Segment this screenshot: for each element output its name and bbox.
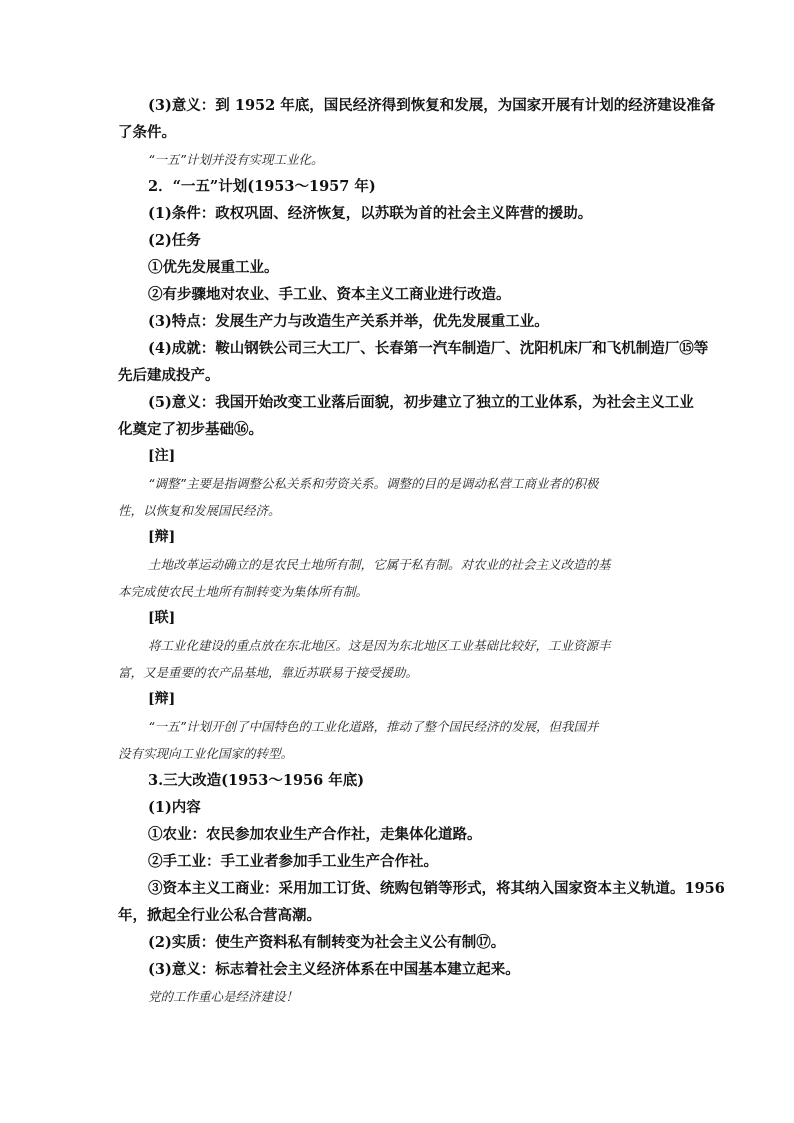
note-line: 土地改革运动确立的是农民土地所有制，它属于私有制。对农业的社会主义改造的基 bbox=[148, 557, 611, 572]
note-tag: [注] bbox=[148, 448, 176, 464]
text-line: (4)成就：鞍山钢铁公司三大工厂、长春第一汽车制造厂、沈阳机床厂和飞机制造厂⑮等 bbox=[148, 340, 709, 357]
note-line: 本完成使农民土地所有制转变为集体所有制。 bbox=[118, 584, 369, 599]
text-line: (1)条件：政权巩固、经济恢复，以苏联为首的社会主义阵营的援助。 bbox=[148, 205, 593, 222]
text-line: 先后建成投产。 bbox=[118, 367, 220, 384]
handwritten-note: 党的工作重心是经济建设！ bbox=[148, 989, 299, 1004]
text-line: 了条件。 bbox=[118, 124, 176, 141]
note-line: 性，以恢复和发展国民经济。 bbox=[118, 503, 281, 518]
text-line: (3)特点：发展生产力与改造生产关系并举，优先发展重工业。 bbox=[148, 313, 549, 330]
text-line: 2．“一五”计划(1953～1957 年) bbox=[148, 178, 376, 195]
note-line: 将工业化建设的重点放在东北地区。这是因为东北地区工业基础比较好，工业资源丰 bbox=[148, 638, 611, 653]
text-line: 化奠定了初步基础⑯。 bbox=[118, 421, 263, 438]
text-line: ①优先发展重工业。 bbox=[148, 259, 279, 276]
text-line: 3.三大改造(1953～1956 年底) bbox=[148, 772, 365, 789]
text-line: (3)意义：标志着社会主义经济体系在中国基本建立起来。 bbox=[148, 961, 520, 978]
text-line: (1)内容 bbox=[148, 799, 201, 816]
text-line: ②手工业：手工业者参加手工业生产合作社。 bbox=[148, 853, 438, 870]
text-line: (2)实质：使生产资料私有制转变为社会主义公有制⑰。 bbox=[148, 934, 506, 951]
text-line: ①农业：农民参加农业生产合作社，走集体化道路。 bbox=[148, 826, 482, 843]
note-line: “一五”计划开创了中国特色的工业化道路，推动了整个国民经济的发展，但我国并 bbox=[148, 719, 599, 734]
text-line: (2)任务 bbox=[148, 232, 201, 249]
note-tag: [辩] bbox=[148, 691, 176, 707]
document-body bbox=[118, 92, 725, 1010]
handwritten-note: “一五”计划并没有实现工业化。 bbox=[148, 152, 324, 167]
note-line: “调整”主要是指调整公私关系和劳资关系。调整的目的是调动私营工商业者的积极 bbox=[148, 476, 599, 491]
text-line: (3)意义：到 1952 年底，国民经济得到恢复和发展，为国家开展有计划的经济建设准备 bbox=[148, 97, 716, 114]
note-line: 没有实现向工业化国家的转型。 bbox=[118, 746, 294, 761]
note-line: 富，又是重要的农产品基地，靠近苏联易于接受援助。 bbox=[118, 665, 419, 680]
text-line: 年，掀起全行业公私合营高潮。 bbox=[118, 907, 321, 924]
text-line: (5)意义：我国开始改变工业落后面貌，初步建立了独立的工业体系，为社会主义工业 bbox=[148, 394, 694, 411]
note-tag: [联] bbox=[148, 610, 176, 626]
text-line: ③资本主义工商业：采用加工订货、统购包销等形式，将其纳入国家资本主义轨道。1956 bbox=[148, 880, 725, 897]
text-line: ②有步骤地对农业、手工业、资本主义工商业进行改造。 bbox=[148, 286, 511, 303]
note-tag: [辩] bbox=[148, 529, 176, 545]
